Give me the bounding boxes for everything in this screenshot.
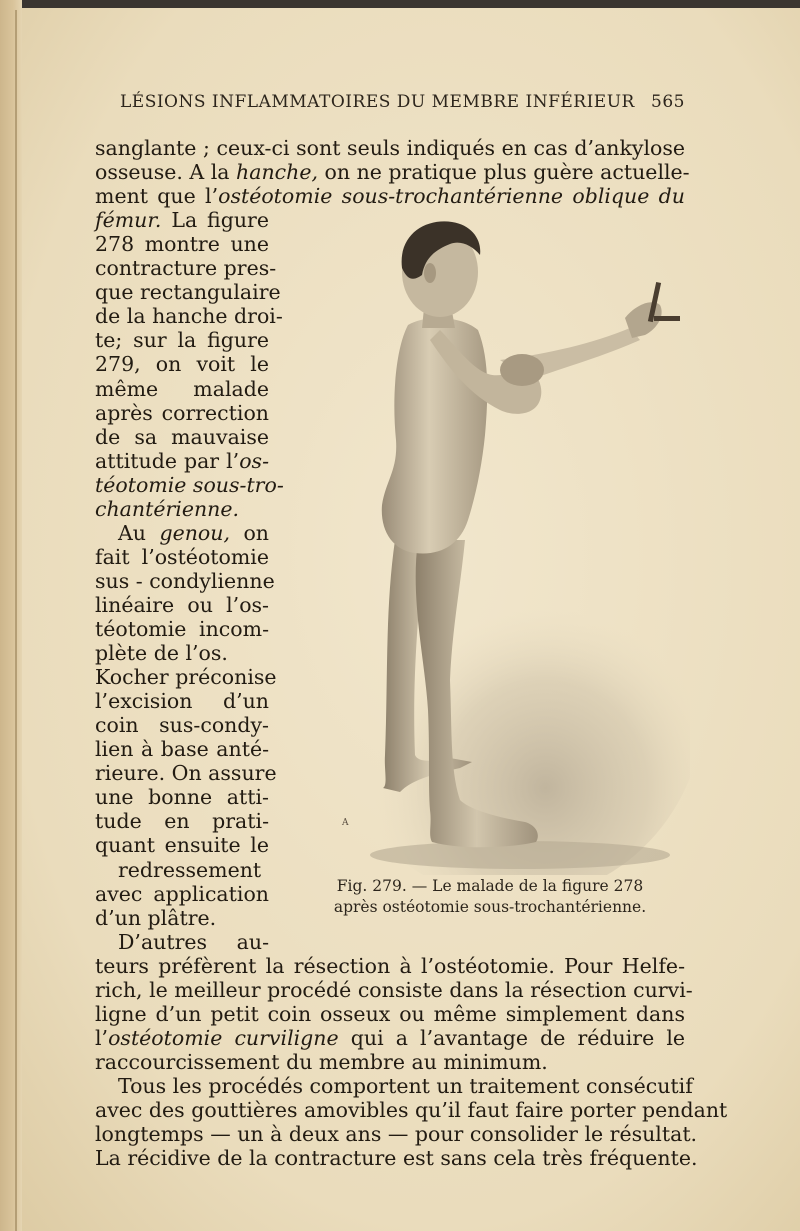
text-line <box>95 1026 685 1050</box>
text-line <box>95 208 269 232</box>
text-run: quant ensuite le <box>95 833 269 858</box>
text-run: longtemps — un à deux ans — pour consolider le résultat. <box>95 1122 698 1147</box>
text-run: ligne d’un petit coin osseux ou même simplement dans <box>95 1001 685 1026</box>
text-line <box>95 497 269 521</box>
text-run: l’excision d’un <box>95 689 269 714</box>
text-run: contracture pres- <box>95 256 277 281</box>
text-run: de sa mauvaise <box>95 424 269 449</box>
text-run: coin sus-condy- <box>95 713 269 738</box>
text-line <box>95 737 269 761</box>
text-line <box>95 377 269 401</box>
italic-text: fémur. <box>95 208 162 233</box>
text-run: La récidive de la contracture est sans cela très fréquente. <box>95 1146 698 1171</box>
running-header <box>120 92 685 118</box>
text-run: 278 montre une <box>95 232 269 257</box>
text-run: osseuse. A la <box>95 160 237 185</box>
text-line <box>95 136 685 160</box>
text-run: 279, on voit le <box>95 352 269 377</box>
text-line <box>95 785 269 809</box>
binding-fold <box>15 10 17 1231</box>
text-line <box>95 1098 728 1122</box>
text-run: on ne pratique plus guère actuelle- <box>318 160 690 185</box>
page-top-edge <box>0 0 800 8</box>
text-run: plète de l’os. <box>95 641 228 666</box>
text-run: de la hanche droi- <box>95 304 283 329</box>
figure-279-photograph <box>300 210 690 875</box>
text-run: La figure <box>161 208 269 233</box>
ear <box>424 263 436 283</box>
text-run: ment que l’ <box>95 184 219 209</box>
text-line <box>95 232 269 256</box>
text-run: qui a l’avantage de réduire le <box>338 1025 686 1050</box>
text-line <box>95 1002 685 1026</box>
text-line <box>95 1122 698 1147</box>
text-run: Kocher préconise <box>95 665 277 690</box>
text-run: Au <box>118 520 160 545</box>
text-line <box>95 641 269 665</box>
text-line <box>95 761 277 786</box>
book-binding <box>0 0 22 1231</box>
text-run: rich, le meilleur procédé consiste dans la résection curvi- <box>95 977 693 1002</box>
italic-text: genou, <box>159 520 230 545</box>
text-line <box>95 328 269 352</box>
text-line <box>118 521 269 545</box>
text-line <box>95 160 690 185</box>
text-line <box>118 858 269 882</box>
text-line <box>95 568 275 593</box>
italic-text: ostéotomie sous-trochantérienne oblique du <box>218 184 685 209</box>
text-line <box>95 977 693 1002</box>
text-run: lien à base anté- <box>95 737 269 762</box>
text-line <box>95 304 283 329</box>
text-line <box>118 930 269 954</box>
text-line <box>95 472 284 497</box>
text-line <box>118 1073 693 1098</box>
text-line <box>95 184 685 208</box>
text-line <box>95 833 269 857</box>
text-line <box>95 1146 698 1171</box>
text-run: téotomie incom- <box>95 617 269 641</box>
text-line <box>95 401 269 425</box>
running-title: LÉSIONS INFLAMMATOIRES DU MEMBRE INFÉRIEUR <box>120 92 635 112</box>
text-line <box>95 689 269 713</box>
text-run: linéaire ou l’os- <box>95 592 269 617</box>
text-run: avec application <box>95 881 269 906</box>
text-run: raccourcissement du membre au minimum. <box>95 1049 548 1074</box>
text-line <box>95 352 269 376</box>
floor-shadow <box>370 841 670 869</box>
text-line <box>95 882 269 906</box>
text-run: tude en prati- <box>95 809 269 834</box>
text-line <box>95 449 269 473</box>
text-run: une bonne atti- <box>95 785 269 810</box>
text-run: redressement <box>118 857 262 882</box>
text-run: même malade <box>95 376 269 401</box>
italic-text: ostéotomie curviligne <box>108 1025 339 1050</box>
text-line <box>95 425 269 449</box>
clasped-hands <box>500 354 544 386</box>
text-run: sanglante ; ceux-ci sont seuls indiqués en cas d’ankylose <box>95 136 685 160</box>
text-run: sus - condylienne <box>95 568 275 593</box>
italic-text: os- <box>239 448 269 473</box>
italic-text: hanche, <box>236 160 318 185</box>
text-run: fait l’ostéotomie <box>95 544 269 569</box>
text-run: rieure. On assure <box>95 761 277 786</box>
text-line <box>95 617 269 641</box>
text-line <box>95 906 269 930</box>
text-line <box>95 1050 685 1074</box>
text-run: l’ <box>95 1025 109 1050</box>
figure-caption <box>290 876 690 918</box>
text-run: on <box>230 520 269 545</box>
text-run: que rectangulaire <box>95 280 281 305</box>
text-run: attitude par l’ <box>95 448 240 473</box>
text-line <box>95 713 269 737</box>
text-run: Tous les procédés comportent un traitement consécutif <box>118 1073 693 1098</box>
caption-line-2: après ostéotomie sous-trochantérienne. <box>333 898 647 916</box>
text-run: D’autres au- <box>118 929 269 954</box>
text-line <box>95 256 277 281</box>
text-line <box>95 593 269 617</box>
text-line <box>95 809 269 833</box>
page-number: 565 <box>651 92 685 112</box>
text-run: avec des gouttières amovibles qu’il faut faire porter pendant <box>95 1098 728 1122</box>
text-line <box>95 280 281 305</box>
caption-line-1: Fig. 279. — Le malade de la figure 278 <box>336 877 644 895</box>
italic-text: téotomie sous-tro- <box>95 472 284 497</box>
text-run: te; sur la figure <box>95 328 269 353</box>
text-line <box>95 665 277 690</box>
text-run: après correction <box>95 400 269 425</box>
text-line <box>95 545 269 569</box>
text-line <box>95 954 685 978</box>
engraver-mark: A <box>342 818 349 828</box>
italic-text: chantérienne. <box>95 496 240 521</box>
stick-crossbar <box>654 316 680 321</box>
text-run: d’un plâtre. <box>95 905 217 930</box>
text-run: teurs préfèrent la résection à l’ostéotomie. Pour Helfe- <box>95 953 685 978</box>
